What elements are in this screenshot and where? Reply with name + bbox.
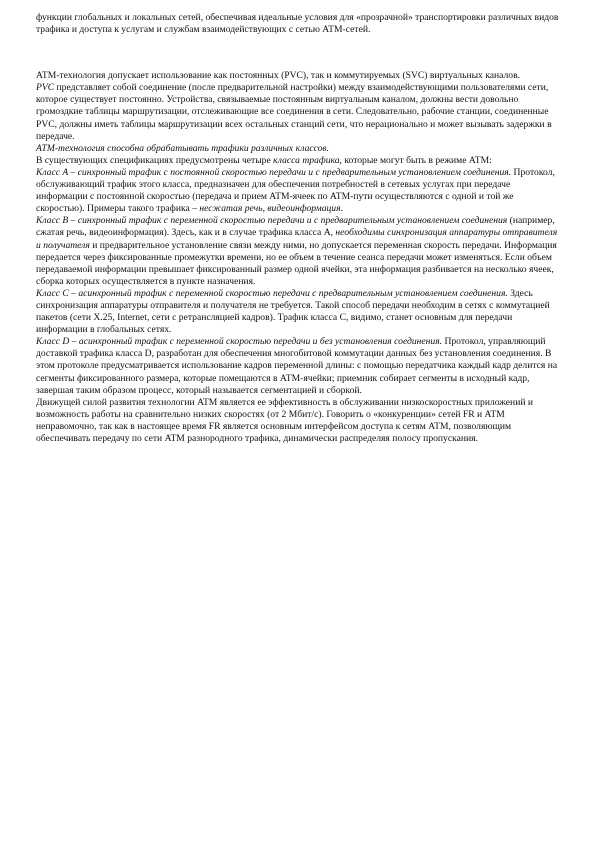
classes-intro-post: , которые могут быть в режиме ATM: (339, 154, 492, 166)
class-d-title: Класс D – асинхронный трафик с переменной скоростью передачи и без установления соединения. (36, 336, 443, 348)
class-b-paragraph (36, 215, 562, 288)
class-b-title: Класс B – синхронный трафик с переменной скоростью передачи и с предварительным установлением соединения (36, 215, 508, 227)
class-c-text: Здесь синхронизация аппаратуры отправителя и получателя не требуется. Такой способ передачи необходим в сетях с коммутацией пакетов (сети X.25, Internet, сети с ретрансляцией кадров). Трафик класса C, видимо, станет основным для передачи информации в глобальных сетях. (36, 287, 550, 336)
classes-intro-em: класса трафика (273, 154, 340, 166)
class-a-paragraph (36, 167, 562, 215)
pvc-svc-paragraph (36, 70, 562, 82)
class-a-examples: несжатая речь, видеоинформация (199, 203, 341, 215)
final-text: Движущей силой развития технологии ATM является ее эффективность в обслуживании низкоскоростных приложений и возможность работы на сравнительно низких скоростях (от 2 Мбит/с). Говорить о «конкуренции» сетей FR и ATM неправомочно, так как в настоящее время FR является основным интерфейсом доступа к сетям ATM, позволяющим обеспечивать передачу по сети ATM разнородного трафика, динамически распределяя полосу пропускания. (36, 396, 533, 444)
pvc-paragraph (36, 82, 562, 142)
final-paragraph (36, 397, 562, 445)
class-c-title: Класс C – асинхронный трафик с переменной скоростью передачи с предварительным установлением соединения. (36, 287, 508, 299)
class-d-text: Протокол, управляющий доставкой трафика класса D, разработан для обеспечения многобитовой коммутации данных без установления соединения. В этом протоколе предусматривается использование кадров переменной длины: с помощью передатчика каждый кадр делится на сегменты фиксированного размера, которые помещаются в ATM-ячейки; приемник собирает сегменты в исходный кадр, завершая таким образом процесс, который называется сегментацией и сборкой. (36, 336, 558, 396)
class-a-end: . (340, 203, 343, 215)
pvc-term: PVC (36, 82, 55, 94)
paragraph-gap (36, 36, 562, 70)
class-d-paragraph (36, 336, 562, 396)
class-b-text2: и предварительное установление связи между ними, но допускается переменная скорость передачи. Информация передается через фиксированные промежутки времени, но ее объем в течение сеанса передачи может изменяться. Если объем передаваемой информации превышает фиксированный размер одной ячейки, эта информация разбивается на несколько ячеек, сборка которых осуществляется в пункте назначения. (36, 239, 557, 287)
pvc-text: представляет собой соединение (после предварительной настройки) между взаимодействующими пользователями сети, которое существует постоянно. Устройства, связываемые постоянным виртуальным каналом, должны вести довольно громоздкие таблицы маршрутизации, отслеживающие все соединения в сети. Следовательно, рабочие станции, соединенные PVC, должны иметь таблицы маршрутизации всех остальных станций сети, что нерационально и может вызывать задержки в передаче. (36, 82, 552, 142)
class-b-text1: (например, сжатая речь, видеоинформация). Здесь, как и в случае трафика класса A, (36, 215, 555, 239)
class-a-text: Протокол, обслуживающий трафик этого класса, предназначен для обеспечения потребностей в сетевых услугах при передаче информации с постоянной скоростью (передача и прием ATM-ячеек по ATM-пути осуществляются с одной и той же скоростью). Примеры такого трафика – (36, 166, 555, 215)
traffic-classes-heading (36, 143, 562, 155)
pvc-svc-text: ATM-технология допускает использование как постоянных (PVC), так и коммутируемых (SVC) виртуальных каналов. (36, 70, 521, 82)
intro-paragraph (36, 12, 562, 36)
class-a-title: Класс A – синхронный трафик с постоянной скоростью передачи и с предварительным установлением соединения. (36, 166, 512, 178)
intro-text: функции глобальных и локальных сетей, обеспечивая идеальные условия для «прозрачной» транспортировки различных видов трафика и доступа к услугам и службам взаимодействующих с сетью ATM-сетей. (36, 12, 559, 36)
class-b-em: необходимы синхронизация аппаратуры отправителя и получателя (36, 227, 558, 251)
classes-intro-paragraph (36, 155, 562, 167)
class-c-paragraph (36, 288, 562, 336)
classes-intro-pre: В существующих спецификациях предусмотрены четыре (36, 154, 274, 166)
traffic-classes-heading-text: ATM-технология способна обрабатывать трафики различных классов. (36, 142, 329, 154)
document-page (36, 12, 562, 445)
